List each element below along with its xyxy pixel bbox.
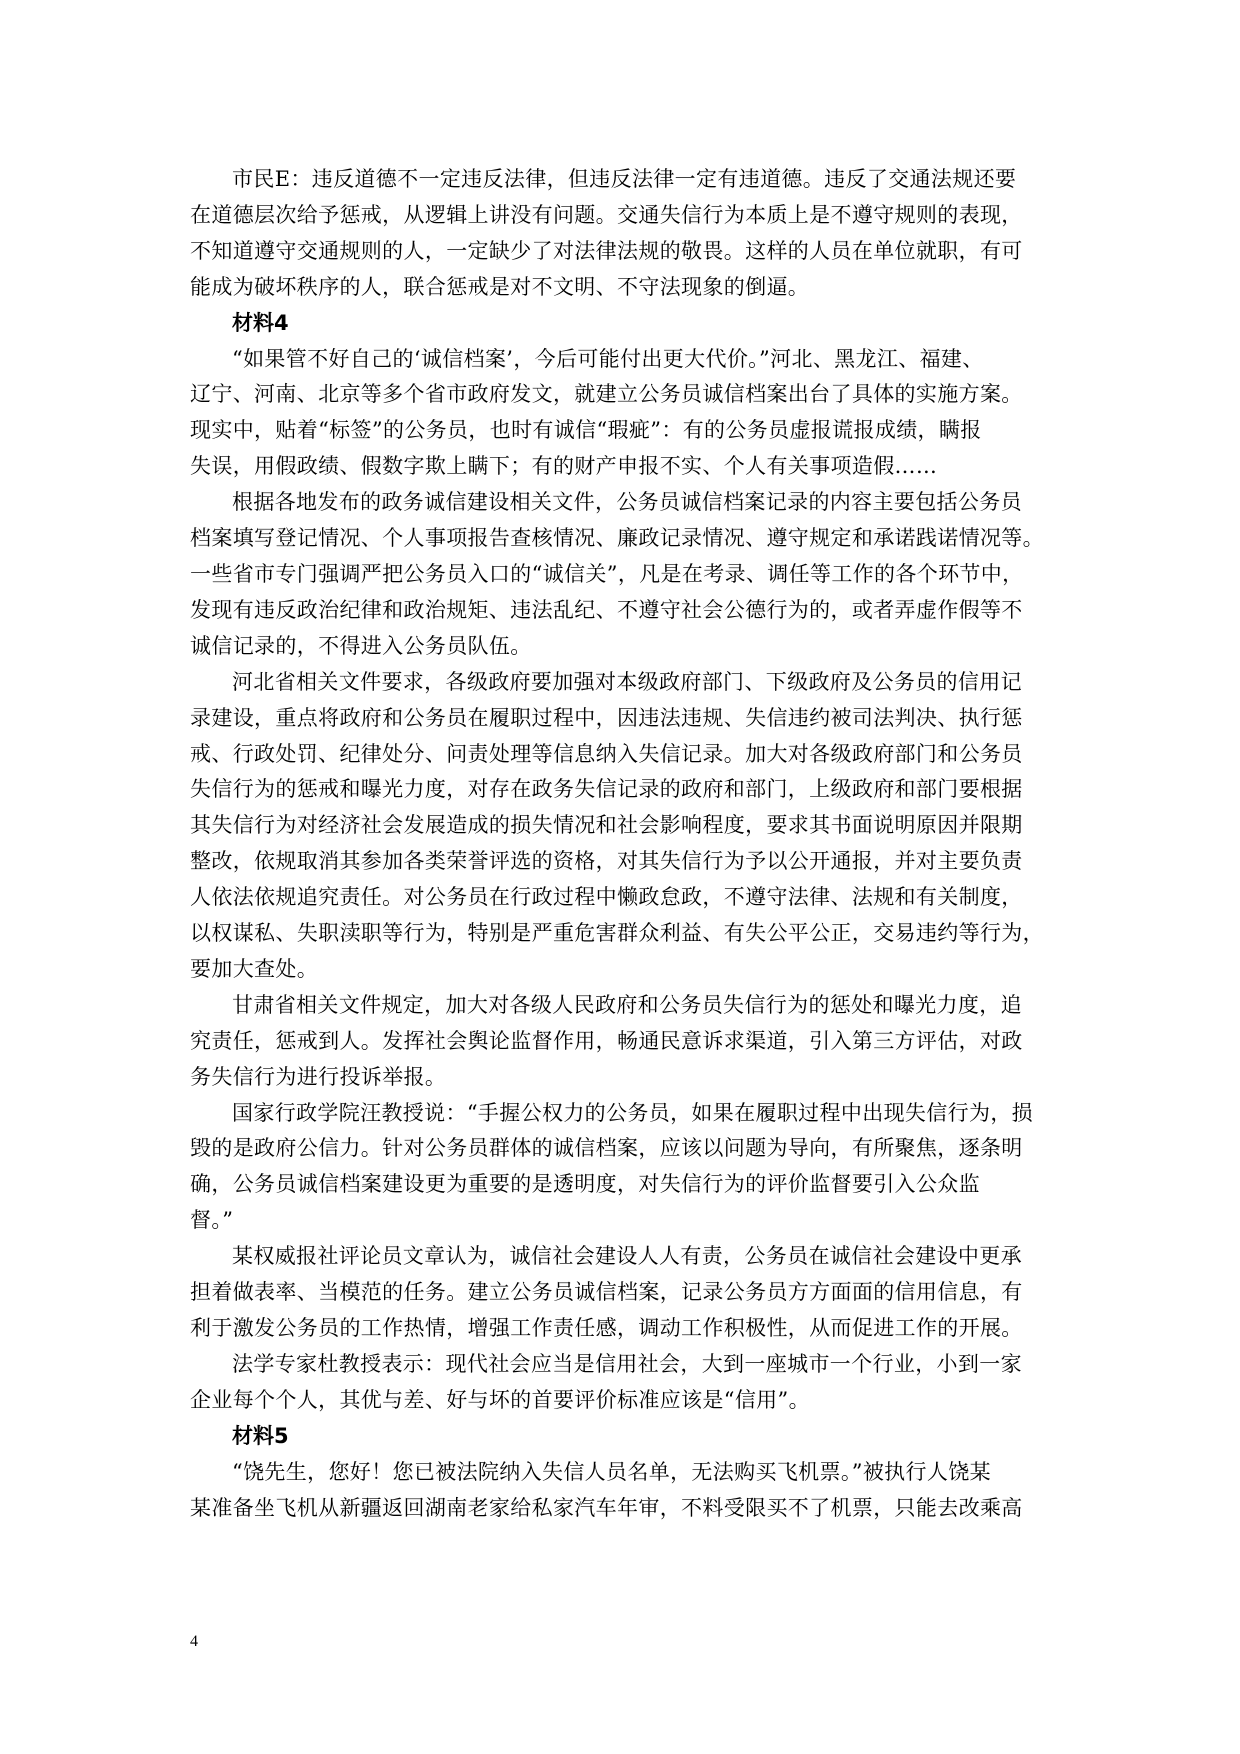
- paragraph-citizen-e: 市民E：违反道德不一定违反法律，但违反法律一定有违道德。违反了交通法规还要 在道德层次给予惩戒，从逻辑上讲没有问题。交通失信行为本质上是不遵守规则的表现， 不知道遵守交通规则的人，一定缺少了对法律法规的敬畏。这样的人员在单位就职，有可 能成为破坏秩序的人，联合惩戒是对不文明、不守法现象的倒逼。: [190, 167, 1023, 299]
- paragraph-hebei-requirements: 河北省相关文件要求，各级政府要加强对本级政府部门、下级政府及公务员的信用记 录建设，重点将政府和公务员在履职过程中，因违法违规、失信违约被司法判决、执行惩 戒、行政处罚、纪律处分、问责处理等信息纳入失信记录。加大对各级政府部门和公务员 失信行为的惩戒和曝光力度，对存在政务失信记录的政府和部门，上级政府和部门要根据 其失信行为对经济社会发展造成的损失情况和社会影响程度，要求其书面说明原因并限期 整改，依规取消其参加各类荣誉评选的资格，对其失信行为予以公开通报，并对主要负责 人依法依规追究责任。对公务员在行政过程中懒政怠政，不遵守法律、法规和有关制度， 以权谋私、失职渎职等行为，特别是严重危害群众利益、有失公平公正，交易违约等行为， 要加大查处。: [190, 669, 1044, 981]
- paragraph-integrity-archive-intro: “如果管不好自己的‘诚信档案’，今后可能付出更大代价。”河北、黑龙江、福建、 辽宁、河南、北京等多个省市政府发文，就建立公务员诚信档案出台了具体的实施方案。 现实中，贴着“标签”的公务员，也时有诚信“瑕疵”：有的公务员虚报谎报成绩，瞒报 失误，用假政绩、假数字欺上瞒下；有的财产申报不实、个人有关事项造假……: [190, 346, 1023, 479]
- section-heading-material-5: 材料5: [232, 1423, 289, 1448]
- paragraph-professor-du: 法学专家杜教授表示：现代社会应当是信用社会，大到一座城市一个行业，小到一家 企业每个个人，其优与差、好与坏的首要评价标准应该是“信用”。: [190, 1351, 1022, 1412]
- page-number: 4: [190, 1633, 198, 1650]
- section-heading-material-4: 材料4: [232, 310, 289, 335]
- paragraph-mr-rao: “饶先生，您好！您已被法院纳入失信人员名单，无法购买飞机票。”被执行人饶某 某准备坐飞机从新疆返回湖南老家给私家汽车年审，不料受限买不了机票，只能去改乘高: [190, 1459, 1023, 1520]
- document-body: [190, 162, 1058, 1526]
- paragraph-archive-contents: 根据各地发布的政务诚信建设相关文件，公务员诚信档案记录的内容主要包括公务员 档案填写登记情况、个人事项报告查核情况、廉政记录情况、遵守规定和承诺践诺情况等。 一些省市专门强调严把公务员入口的“诚信关”，凡是在考录、调任等工作的各个环节中， 发现有违反政治纪律和政治规矩、违法乱纪、不遵守社会公德行为的，或者弄虚作假等不 诚信记录的，不得进入公务员队伍。: [190, 490, 1044, 658]
- paragraph-editorial: 某权威报社评论员文章认为，诚信社会建设人人有责，公务员在诚信社会建设中更承 担着做表率、当模范的任务。建立公务员诚信档案，记录公务员方方面面的信用信息，有 利于激发公务员的工作热情，增强工作责任感，调动工作积极性，从而促进工作的开展。: [190, 1244, 1023, 1340]
- paragraph-professor-wang: 国家行政学院汪教授说：“手握公权力的公务员，如果在履职过程中出现失信行为，损 毁的是政府公信力。针对公务员群体的诚信档案，应该以问题为导向，有所聚焦，逐条明 确，公务员诚信档案建设更为重要的是透明度，对失信行为的评价监督要引入公众监 督。”: [190, 1100, 1034, 1233]
- paragraph-gansu-regulations: 甘肃省相关文件规定，加大对各级人民政府和公务员失信行为的惩处和曝光力度，追 究责任，惩戒到人。发挥社会舆论监督作用，畅通民意诉求渠道，引入第三方评估，对政 务失信行为进行投诉举报。: [190, 992, 1023, 1089]
